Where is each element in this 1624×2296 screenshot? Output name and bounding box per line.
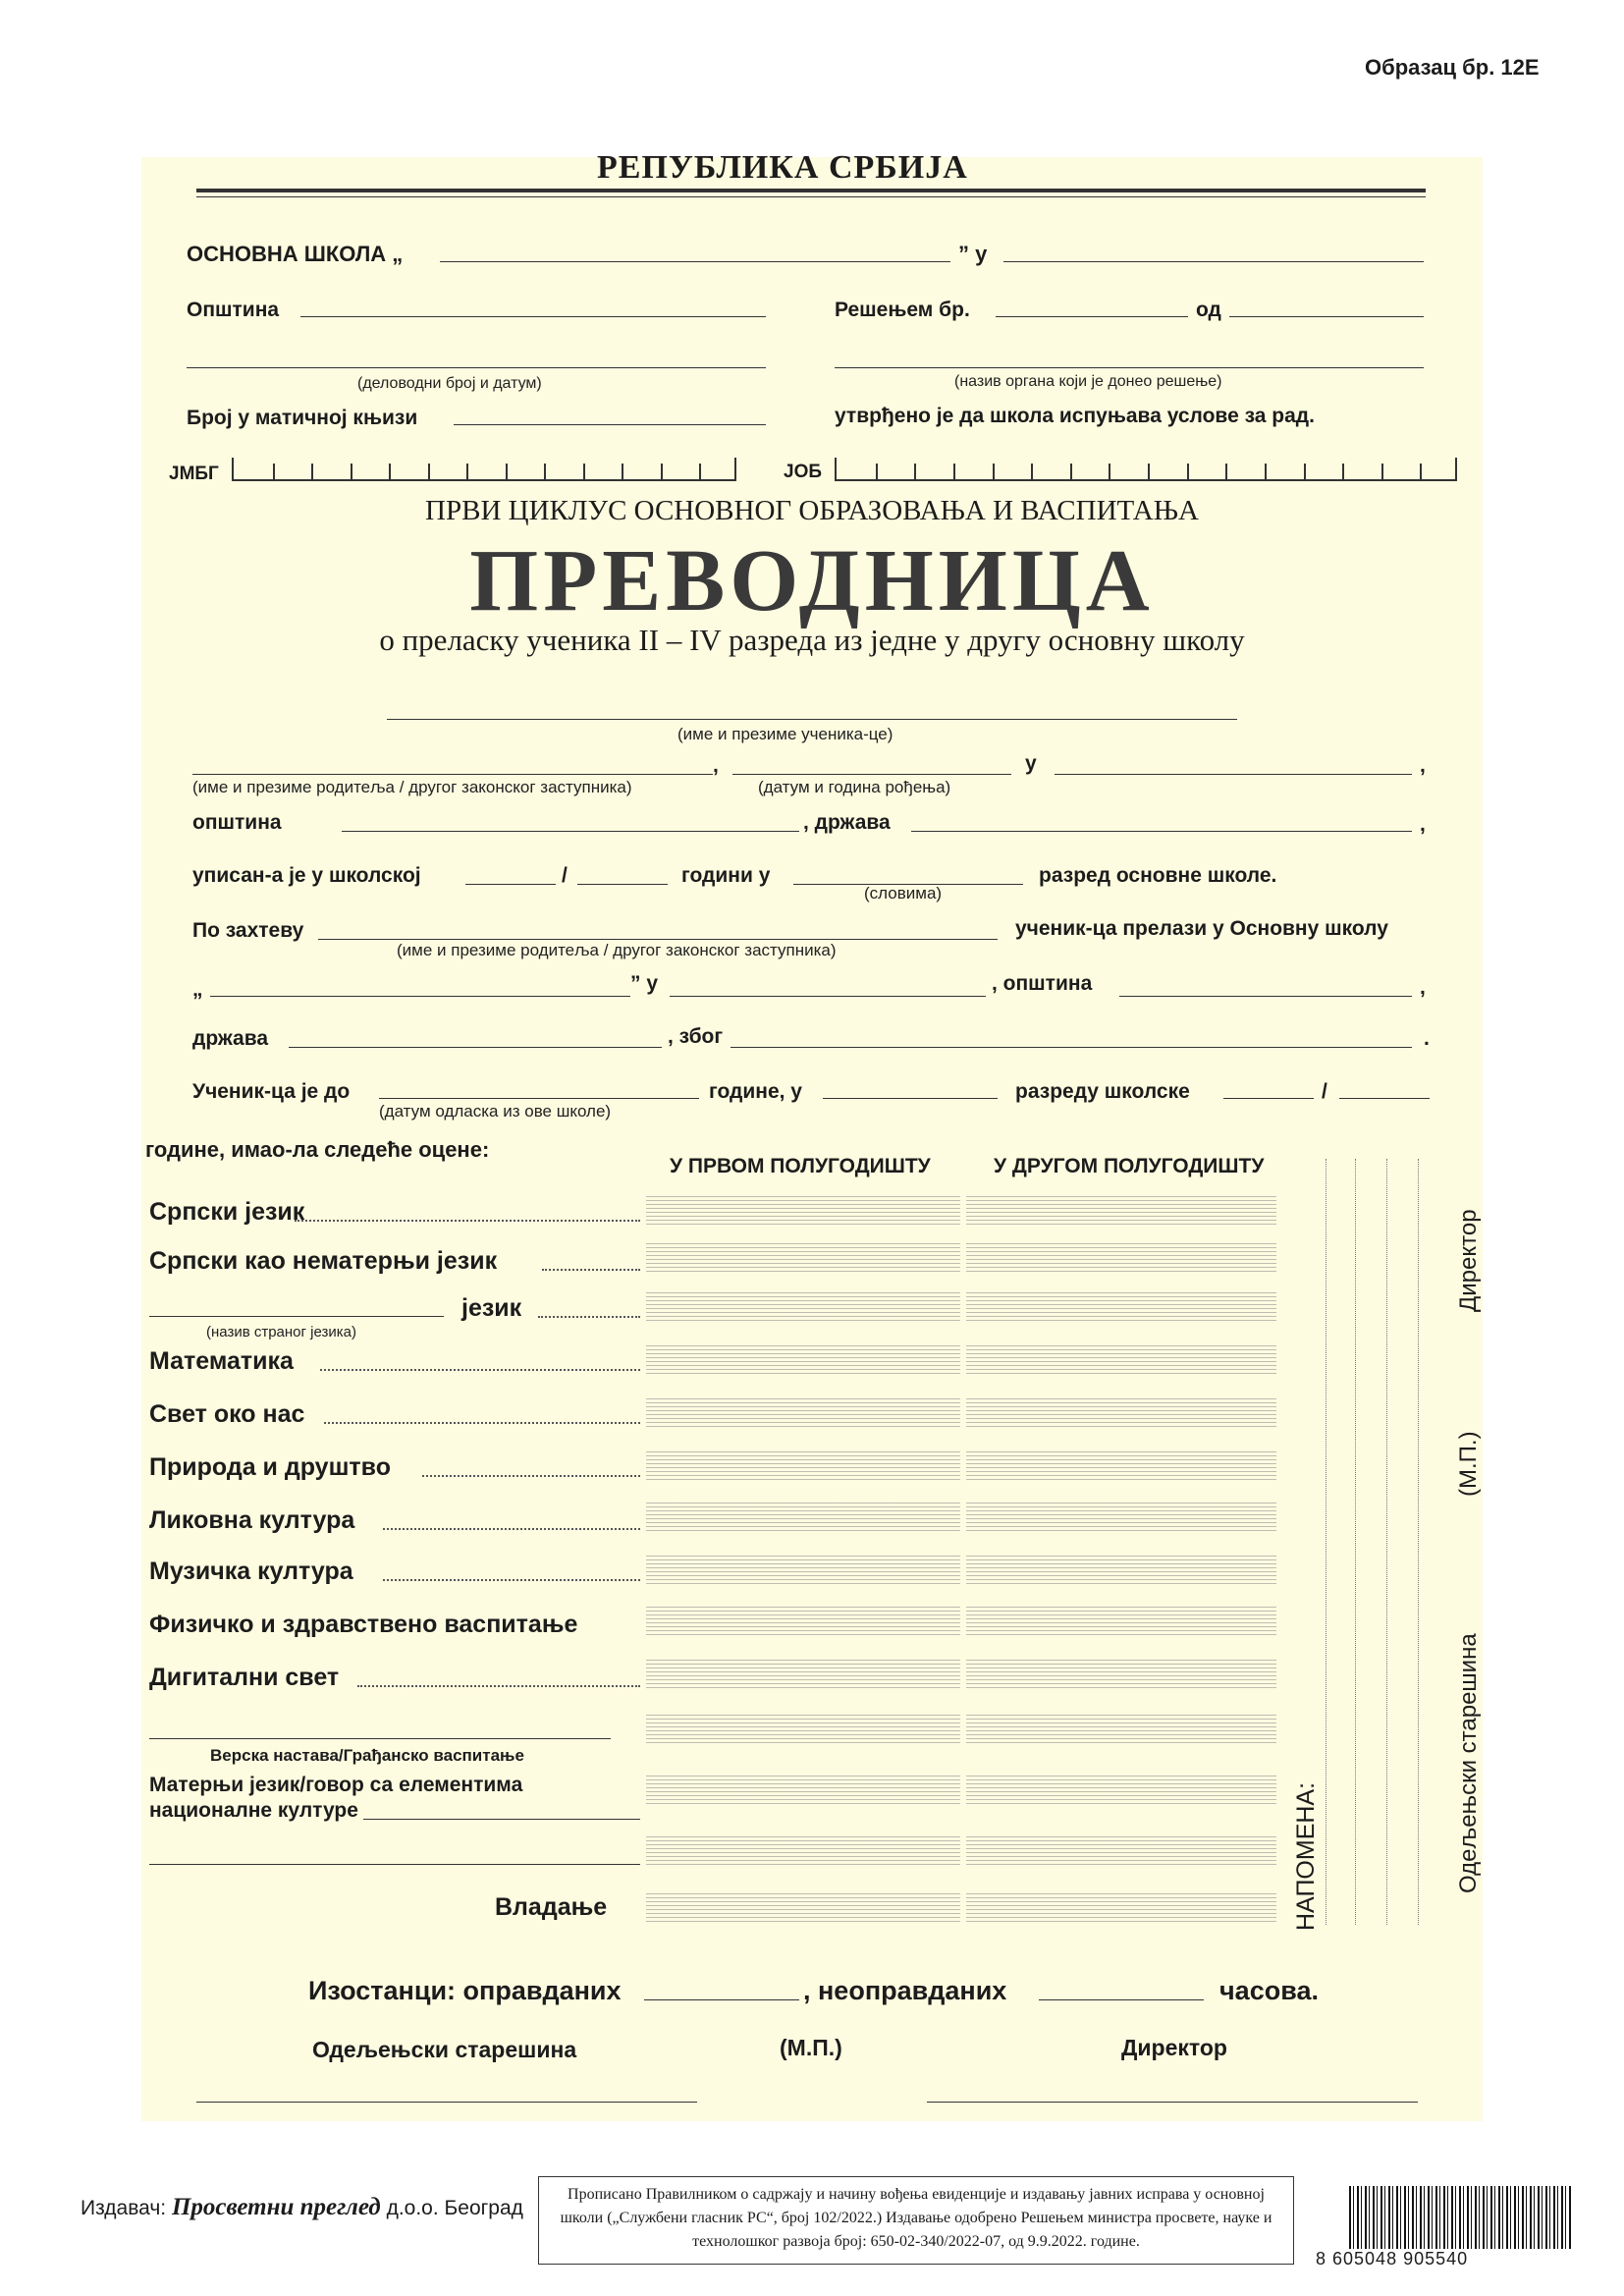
subject-world-around: Свет око нас (149, 1400, 305, 1428)
decision-from-label: од (1196, 299, 1221, 321)
digit-box-divider (506, 464, 508, 479)
grade-cell-first-semester[interactable] (646, 1893, 960, 1923)
grade-cell-second-semester[interactable] (966, 1451, 1276, 1481)
grade-cell-second-semester[interactable] (966, 1836, 1276, 1866)
absences-label: Изостанци: оправданих (308, 1976, 622, 2005)
grade-cell-first-semester[interactable] (646, 1607, 960, 1636)
school-year-1-line[interactable] (1223, 1098, 1314, 1099)
class-teacher-signature-line[interactable] (196, 2102, 697, 2103)
birthplace-line[interactable] (1055, 774, 1412, 775)
request-line[interactable] (318, 939, 998, 940)
school-in-label: ” у (958, 242, 988, 266)
subject-dots (538, 1316, 640, 1318)
grade-cell-second-semester[interactable] (966, 1196, 1276, 1226)
student-name-line[interactable] (387, 719, 1237, 720)
col-second-semester: У ДРУГОМ ПОЛУГОДИШТУ (994, 1155, 1265, 1177)
digit-box-divider (351, 464, 352, 479)
subject-dots (383, 1528, 640, 1530)
header-rule (196, 189, 1426, 192)
subject-dots (357, 1685, 640, 1687)
justified-line[interactable] (644, 1999, 799, 2000)
barcode-number: 8 605048 905540 (1316, 2249, 1469, 2269)
side-class-teacher: Одељењски старешина (1455, 1633, 1482, 1893)
parent-caption: (име и презиме родитеља / другог законског заступника) (192, 778, 632, 796)
municipality-line[interactable] (300, 316, 766, 317)
digit-box-divider (699, 464, 701, 479)
grade-cell-first-semester[interactable] (646, 1836, 960, 1866)
school-place-line[interactable] (1003, 261, 1424, 262)
subject-nature-society: Природа и друштво (149, 1453, 391, 1481)
grade-cell-second-semester[interactable] (966, 1503, 1276, 1532)
subject-art: Ликовна култура (149, 1506, 355, 1534)
digit-box-divider (1265, 464, 1267, 479)
col-first-semester: У ПРВОМ ПОЛУГОДИШТУ (670, 1155, 931, 1177)
grade-cell-second-semester[interactable] (966, 1556, 1276, 1585)
digit-box-divider (953, 464, 955, 479)
digit-box-divider (583, 464, 585, 479)
publisher-label: Издавач: (81, 2197, 167, 2219)
digit-box-divider (428, 464, 430, 479)
grade-cell-second-semester[interactable] (966, 1715, 1276, 1744)
comma-1: , (713, 754, 719, 777)
student-name-caption: (име и презиме ученика-це) (677, 725, 893, 743)
digit-box-divider (273, 464, 275, 479)
job-label: ЈОБ (784, 462, 823, 482)
quote-open: „ (192, 978, 203, 1001)
request-label: По захтеву (192, 919, 304, 942)
legal-line-3: технолошког развоја број: 650-02-340/2022-07, од 9.9.2022. године. (692, 2233, 1140, 2250)
new-school-name-line[interactable] (210, 996, 630, 997)
comma-3: , (1420, 813, 1426, 836)
reason-line[interactable] (731, 1047, 1412, 1048)
leave-date-line[interactable] (379, 1098, 699, 1099)
digit-box-divider (1420, 464, 1422, 479)
note-line (1386, 1159, 1387, 1925)
unjustified-label: , неоправданих (803, 1976, 1007, 2005)
digit-box-divider (876, 464, 878, 479)
cycle-title: ПРВИ ЦИКЛУС ОСНОВНОГ ОБРАЗОВАЊА И ВАСПИТАЊА (425, 495, 1199, 526)
job-boxes[interactable] (835, 458, 1457, 481)
sign-class-teacher: Одељењски старешина (312, 2037, 577, 2062)
note-line (1355, 1159, 1356, 1925)
grade-label: разред основне школе. (1039, 864, 1277, 887)
authority-line[interactable] (835, 367, 1424, 368)
grade-cell-first-semester[interactable] (646, 1556, 960, 1585)
decision-date-line[interactable] (1229, 316, 1424, 317)
subject-dots (422, 1475, 640, 1477)
words-caption: (словима) (864, 884, 943, 902)
grade-cell-first-semester[interactable] (646, 1292, 960, 1322)
decision-label: Решењем бр. (835, 299, 970, 321)
digit-box-divider (1148, 464, 1150, 479)
dob-line[interactable] (732, 774, 1011, 775)
grade-cell-first-semester[interactable] (646, 1196, 960, 1226)
publisher-suffix: д.о.о. Београд (386, 2197, 523, 2219)
grade-cell-first-semester[interactable] (646, 1776, 960, 1805)
subject-dots (324, 1422, 640, 1424)
reference-caption: (деловодни број и датум) (357, 375, 542, 392)
enrolled-year-2-line[interactable] (577, 884, 668, 885)
side-director: Директор (1455, 1209, 1482, 1312)
sign-mp: (М.П.) (780, 2035, 842, 2060)
grade-cell-second-semester[interactable] (966, 1398, 1276, 1428)
municipality-label: Општина (187, 299, 280, 321)
legal-line-2: школи („Службени гласник РС“, број 102/2022.) Издавање одобрено Решењем министра просвете, науке и (560, 2210, 1272, 2226)
unjustified-line[interactable] (1039, 1999, 1204, 2000)
subject-dots (542, 1269, 640, 1271)
enrolled-label: уписан-а је у школској (192, 864, 421, 887)
comma-4: , (1420, 976, 1426, 999)
digit-box-divider (661, 464, 663, 479)
digit-box-divider (1070, 464, 1072, 479)
grade-cell-second-semester[interactable] (966, 1243, 1276, 1273)
school-year-slash: / (1322, 1080, 1327, 1103)
religion-label: Верска настава/Грађанско васпитање (210, 1746, 524, 1765)
barcode-icon (1349, 2186, 1573, 2249)
new-school-in-label: ” у (630, 972, 659, 995)
new-state-line[interactable] (289, 1047, 662, 1048)
student-municipality-label: општина (192, 811, 282, 834)
subject-math: Математика (149, 1347, 294, 1375)
grade-cell-second-semester[interactable] (966, 1292, 1276, 1322)
period: . (1424, 1027, 1430, 1050)
year-comma-label: године, у (709, 1080, 802, 1103)
grade-cell-first-semester[interactable] (646, 1503, 960, 1532)
digit-box-divider (466, 464, 468, 479)
birth-in-label: у (1025, 752, 1037, 775)
jmbg-label: ЈМБГ (169, 464, 219, 484)
director-signature-line[interactable] (927, 2102, 1418, 2103)
new-state-label: држава (192, 1027, 269, 1050)
because-label: , због (668, 1025, 724, 1048)
digit-box-divider (1031, 464, 1033, 479)
enrolled-slash: / (562, 864, 568, 887)
subject-pe: Физичко и здравствено васпитање (149, 1611, 578, 1638)
comma-2: , (1420, 754, 1426, 777)
grade-cell-second-semester[interactable] (966, 1660, 1276, 1689)
main-title: ПРЕВОДНИЦА (469, 532, 1155, 629)
student-state-label: , држава (803, 811, 891, 834)
enrolled-year-1-line[interactable] (465, 884, 556, 885)
form-number: Образац бр. 12Е (1365, 55, 1540, 80)
grades-intro: године, имао-ла следеће оцене: (145, 1137, 490, 1162)
decision-number-line[interactable] (996, 316, 1188, 317)
subject-dots (295, 1220, 640, 1222)
digit-box-divider (1381, 464, 1383, 479)
digit-box-divider (1187, 464, 1189, 479)
authority-caption: (назив органа који је донео решење) (954, 373, 1222, 390)
hours-label: часова. (1219, 1976, 1319, 2005)
grade-cell-second-semester[interactable] (966, 1345, 1276, 1375)
school-label: ОСНОВНА ШКОЛА „ (187, 242, 404, 266)
note-line (1418, 1159, 1419, 1925)
year-in-label: години у (681, 864, 771, 887)
grade-cell-second-semester[interactable] (966, 1893, 1276, 1923)
parent-line[interactable] (192, 774, 713, 775)
digit-box-divider (1225, 464, 1227, 479)
publisher (81, 2194, 523, 2221)
subtitle: о преласку ученика II – IV разреда из једне у другу основну школу (379, 623, 1245, 657)
transfers-label: ученик-ца прелази у Основну школу (1015, 917, 1388, 940)
registry-line[interactable] (454, 424, 766, 425)
grade-cell-first-semester[interactable] (646, 1660, 960, 1689)
note-label: НАПОМЕНА: (1292, 1781, 1320, 1931)
digit-box-divider (389, 464, 391, 479)
was-until-label: Ученик-ца је до (192, 1080, 351, 1103)
new-municipality-label: , општина (992, 972, 1093, 995)
extra-subject-line[interactable] (149, 1864, 640, 1865)
registry-label: Број у матичној књизи (187, 407, 418, 429)
legal-box (538, 2176, 1294, 2265)
grade-cell-first-semester[interactable] (646, 1345, 960, 1375)
grade-class-line[interactable] (823, 1098, 998, 1099)
dob-caption: (датум и година рођења) (758, 778, 951, 796)
jmbg-boxes[interactable] (232, 458, 736, 481)
subject-foreign-language: језик (461, 1294, 522, 1322)
student-state-line[interactable] (911, 831, 1412, 832)
republic-title: РЕПУБЛИКА СРБИЈА (597, 149, 968, 186)
grade-school-label: разреду школске (1015, 1080, 1190, 1103)
student-municipality-line[interactable] (342, 831, 799, 832)
subject-dots (383, 1579, 640, 1581)
leave-caption: (датум одласка из ове школе) (379, 1102, 612, 1121)
digit-box-divider (544, 464, 546, 479)
foreign-caption: (назив страног језика) (206, 1324, 356, 1340)
subject-digital-world: Дигитални свет (149, 1664, 340, 1691)
elective-line[interactable] (149, 1738, 611, 1739)
request-caption: (име и презиме родитеља / другог законског заступника) (397, 941, 837, 959)
digit-box-divider (1342, 464, 1344, 479)
grade-cell-first-semester[interactable] (646, 1243, 960, 1273)
side-mp: (М.П.) (1455, 1431, 1482, 1497)
grade-cell-second-semester[interactable] (966, 1607, 1276, 1636)
publisher-logo: Просветни преглед (171, 2194, 381, 2220)
school-year-2-line[interactable] (1339, 1098, 1430, 1099)
digit-box-divider (622, 464, 623, 479)
subject-serbian: Српски језик (149, 1198, 305, 1226)
subject-music: Музичка култура (149, 1558, 353, 1585)
subject-serbian-nonnative: Српски као нематерњи језик (149, 1247, 498, 1275)
fulfills-label: утврђено је да школа испуњава услове за рад. (835, 405, 1315, 427)
reference-line[interactable] (187, 367, 766, 368)
new-school-place-line[interactable] (670, 996, 986, 997)
digit-box-divider (311, 464, 313, 479)
digit-box-divider (914, 464, 916, 479)
school-name-line[interactable] (440, 261, 950, 262)
grade-cell-second-semester[interactable] (966, 1776, 1276, 1805)
grade-cell-first-semester[interactable] (646, 1715, 960, 1744)
subject-dots (320, 1369, 640, 1371)
grade-cell-first-semester[interactable] (646, 1451, 960, 1481)
digit-box-divider (1304, 464, 1306, 479)
mother-tongue-line[interactable] (363, 1819, 640, 1820)
foreign-language-line[interactable] (149, 1316, 444, 1317)
mother-tongue-line2: националне културе (149, 1799, 358, 1822)
digit-box-divider (993, 464, 995, 479)
legal-line-1: Прописано Правилником о садржају и начину вођења евиденције и издавању јавних исправа у основној (568, 2186, 1265, 2203)
sign-director: Директор (1121, 2035, 1227, 2060)
mother-tongue-line1: Матерњи језик/говор са елементима (149, 1774, 523, 1796)
digit-box-divider (1109, 464, 1110, 479)
new-municipality-line[interactable] (1119, 996, 1412, 997)
grade-cell-first-semester[interactable] (646, 1398, 960, 1428)
header-rule-thin (196, 196, 1426, 197)
behavior-label: Владање (495, 1893, 608, 1921)
